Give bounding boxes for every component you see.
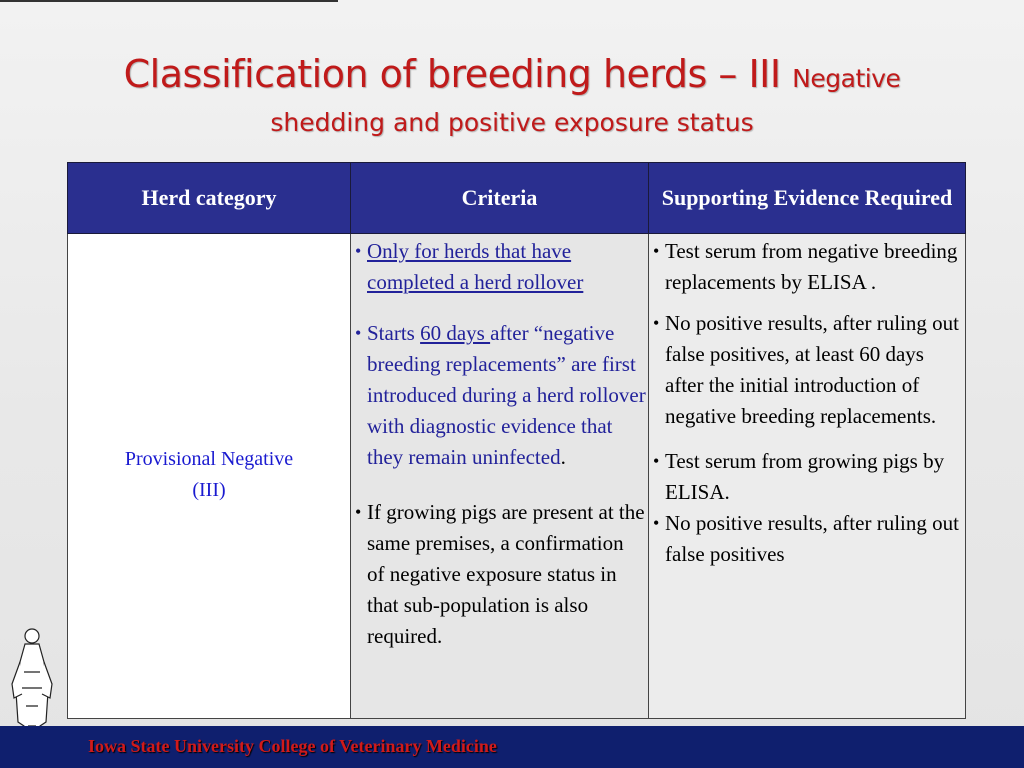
category-name: Provisional Negative bbox=[124, 448, 294, 470]
criteria-item: • If growing pigs are present at the same premises, a confirmation of negative exposure status in that sub-population is also required. bbox=[353, 497, 646, 652]
header-criteria: Criteria bbox=[351, 163, 649, 234]
footer-institution: Iowa State University College of Veterinary Medicine bbox=[88, 736, 497, 756]
cell-criteria bbox=[351, 234, 649, 719]
footer-bar bbox=[0, 726, 1024, 768]
evidence-item: • No positive results, after ruling out false positives, at least 60 days after the initial introduction of negative breeding replacements. bbox=[651, 308, 963, 432]
evidence-item: • Test serum from negative breeding replacements by ELISA . bbox=[651, 236, 963, 298]
evidence-item: • Test serum from growing pigs by ELISA. bbox=[651, 446, 963, 508]
classification-table bbox=[67, 162, 966, 719]
bullet-icon: • bbox=[653, 451, 660, 471]
header-supporting-evidence: Supporting Evidence Required bbox=[649, 163, 966, 234]
criteria-item: • Only for herds that have completed a herd rollover bbox=[353, 236, 646, 298]
category-code: (III) bbox=[192, 479, 226, 501]
cell-supporting-evidence bbox=[649, 234, 966, 719]
title-sub-second: shedding and positive exposure status bbox=[270, 108, 754, 137]
bullet-icon: • bbox=[355, 323, 362, 343]
evidence-item: • No positive results, after ruling out false positives bbox=[651, 508, 963, 570]
bullet-icon: • bbox=[355, 502, 362, 522]
top-divider-line bbox=[0, 0, 338, 2]
header-herd-category: Herd category bbox=[68, 163, 351, 234]
bullet-icon: • bbox=[653, 241, 660, 261]
slide-title bbox=[0, 48, 1024, 141]
cell-herd-category bbox=[68, 234, 351, 719]
title-main: Classification of breeding herds – III bbox=[123, 52, 781, 96]
table-row bbox=[68, 234, 966, 719]
bullet-icon: • bbox=[355, 241, 362, 261]
title-sub-first: Negative bbox=[792, 64, 901, 93]
bullet-icon: • bbox=[653, 513, 660, 533]
criteria-item: • Starts 60 days after “negative breeding replacements” are first introduced during a herd rollover with diagnostic evidence that they remain uninfected. bbox=[353, 318, 646, 473]
table-header-row bbox=[68, 163, 966, 234]
bullet-icon: • bbox=[653, 313, 660, 333]
